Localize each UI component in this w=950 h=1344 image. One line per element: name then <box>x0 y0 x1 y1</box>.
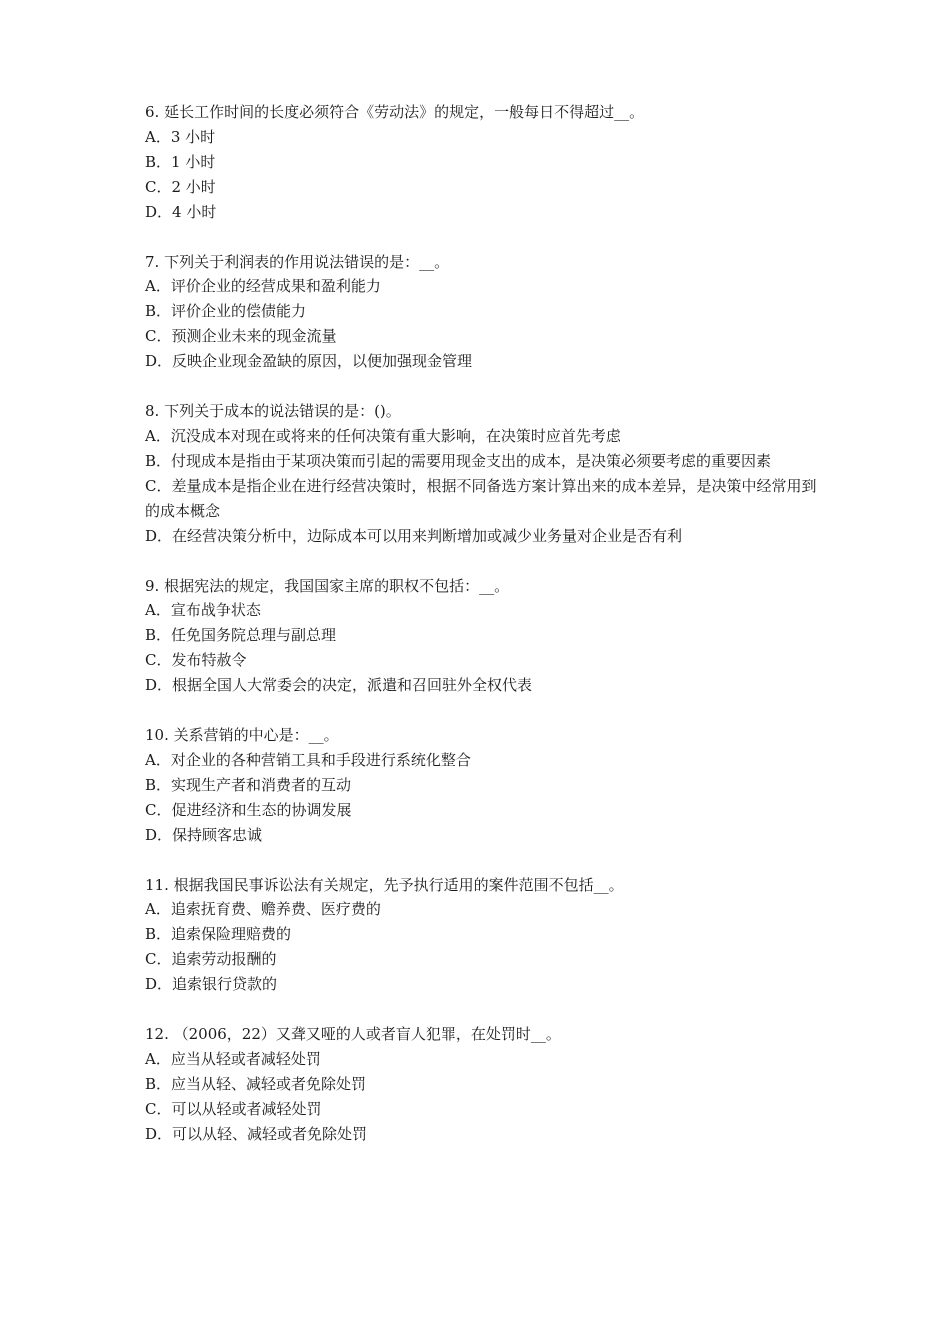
option-b: B．1 小时 <box>145 152 216 171</box>
option-c: C．可以从轻或者减轻处罚 <box>145 1099 322 1118</box>
question-stem: 12. （2006，22）又聋又哑的人或者盲人犯罪，在处罚时__。 <box>145 1025 561 1044</box>
question-stem: 10. 关系营销的中心是：__。 <box>145 726 339 745</box>
question-stem: 7. 下列关于利润表的作用说法错误的是：__。 <box>145 252 450 271</box>
question-11 <box>145 873 825 998</box>
option-c: C．追索劳动报酬的 <box>145 950 277 969</box>
option-a: A．追索抚育费、赡养费、医疗费的 <box>145 900 381 919</box>
question-10 <box>145 723 825 848</box>
option-a: A．沉没成本对现在或将来的任何决策有重大影响，在决策时应首先考虑 <box>145 426 621 445</box>
option-c: C．促进经济和生态的协调发展 <box>145 800 352 819</box>
option-d: D．追索银行贷款的 <box>145 975 278 994</box>
option-a: A．对企业的各种营销工具和手段进行系统化整合 <box>145 750 471 769</box>
option-b: B．追索保险理赔费的 <box>145 925 292 944</box>
option-d: D．根据全国人大常委会的决定，派遣和召回驻外全权代表 <box>145 676 533 695</box>
question-6 <box>145 100 825 225</box>
option-c: C．2 小时 <box>145 177 216 196</box>
question-stem: 8. 下列关于成本的说法错误的是：()。 <box>145 402 401 421</box>
option-d: D．在经营决策分析中，边际成本可以用来判断增加或减少业务量对企业是否有利 <box>145 526 683 545</box>
option-d: D．可以从轻、减轻或者免除处罚 <box>145 1124 368 1143</box>
question-7 <box>145 250 825 375</box>
question-12 <box>145 1022 825 1147</box>
option-b: B．评价企业的偿债能力 <box>145 302 307 321</box>
question-stem: 11. 根据我国民事诉讼法有关规定，先予执行适用的案件范围不包括__。 <box>145 875 624 894</box>
option-d: D．保持顾客忠诚 <box>145 825 263 844</box>
question-8 <box>145 399 825 548</box>
option-a: A．3 小时 <box>145 127 216 146</box>
option-b: B．付现成本是指由于某项决策而引起的需要用现金支出的成本，是决策必须要考虑的重要因素 <box>145 451 772 470</box>
option-b: B．实现生产者和消费者的互动 <box>145 775 352 794</box>
question-list <box>145 100 825 1172</box>
option-c: C．发布特赦令 <box>145 651 247 670</box>
option-a: A．应当从轻或者减轻处罚 <box>145 1050 321 1068</box>
option-a: A．宣布战争状态 <box>145 601 261 620</box>
option-c: C．预测企业未来的现金流量 <box>145 327 337 346</box>
question-stem: 9. 根据宪法的规定，我国国家主席的职权不包括：__。 <box>145 576 510 595</box>
option-d: D．反映企业现金盈缺的原因，以便加强现金管理 <box>145 352 473 371</box>
option-d: D．4 小时 <box>145 202 217 221</box>
option-b: B．应当从轻、减轻或者免除处罚 <box>145 1074 367 1093</box>
option-b: B．任免国务院总理与副总理 <box>145 626 337 645</box>
question-stem: 6. 延长工作时间的长度必须符合《劳动法》的规定，一般每日不得超过__。 <box>145 103 645 121</box>
option-c: C．差量成本是指企业在进行经营决策时，根据不同备选方案计算出来的成本差异，是决策中经常用到的成本概念 <box>145 476 817 520</box>
option-a: A．评价企业的经营成果和盈利能力 <box>145 277 381 296</box>
question-9 <box>145 574 825 699</box>
